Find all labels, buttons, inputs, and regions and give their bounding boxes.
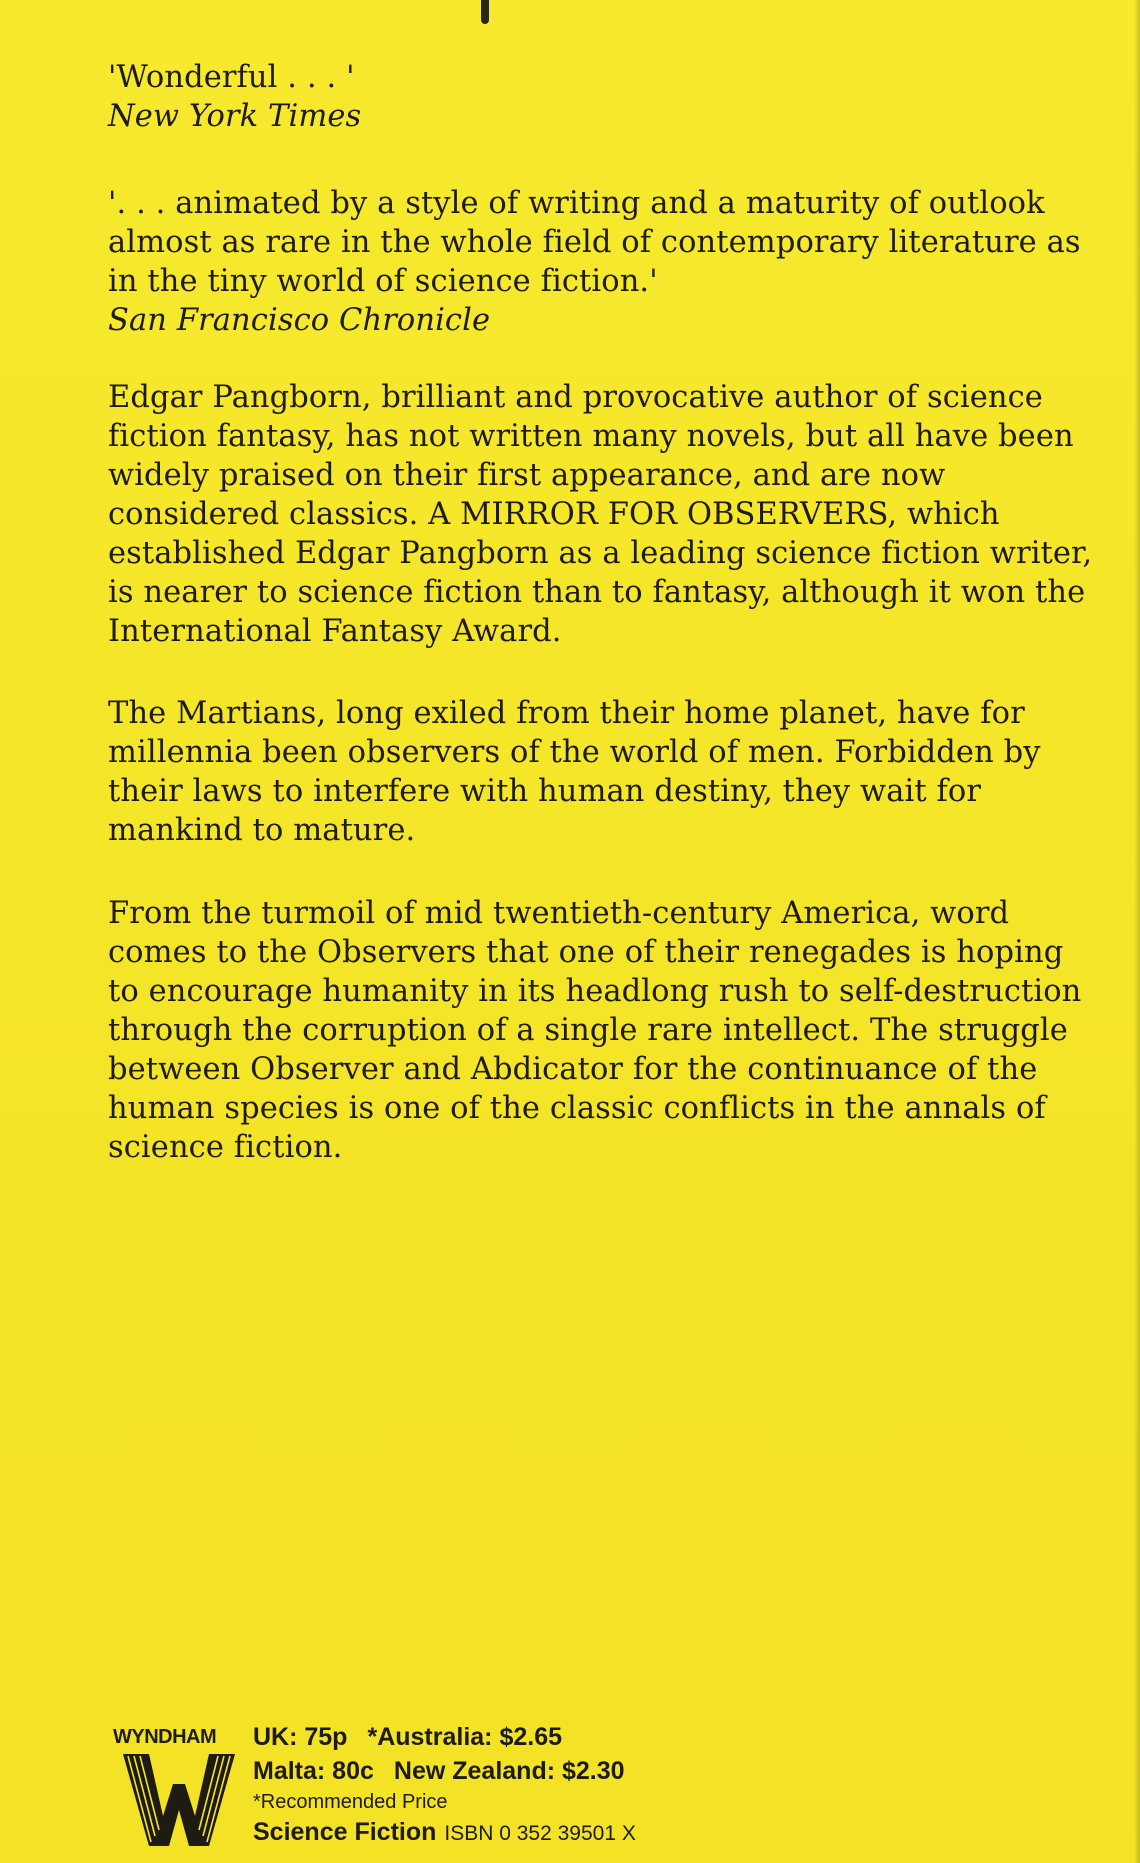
price-line-1 — [253, 1720, 1013, 1754]
genre-isbn-line — [253, 1816, 1013, 1850]
quote-text: '. . . animated by a style of writing and a maturity of outlook almost as rare in the whole field of contemporary literature as in the tiny world of science fiction.' — [108, 186, 1081, 299]
publisher-name: WYNDHAM — [113, 1726, 217, 1748]
blurb-paragraph-2 — [108, 694, 1103, 850]
recommended-price-note: *Recommended Price — [253, 1791, 448, 1813]
price-line-2 — [253, 1754, 1013, 1788]
isbn-number: ISBN 0 352 39501 X — [444, 1822, 636, 1845]
quote-source: New York Times — [108, 99, 362, 134]
quote-text: 'Wonderful . . . ' — [108, 60, 355, 95]
blurb-paragraph-3 — [108, 894, 1103, 1167]
wyndham-w-logo-icon — [123, 1754, 235, 1846]
cover-edge-shadow — [1134, 0, 1140, 1863]
blurb-text: From the turmoil of mid twentieth-century America, word comes to the Observers that one of their renegades is hoping to encourage humanity in its headlong rush to self-destruction through the corruption of a single rare intellect. The struggle between Observer and Abdicator for the continuance of the human species is one of the classic conflicts in the annals of science fiction. — [108, 896, 1082, 1165]
price-new-zealand: New Zealand: $2.30 — [393, 1757, 625, 1785]
price-malta: Malta: 80c — [253, 1757, 374, 1785]
price-australia: *Australia: $2.65 — [367, 1723, 563, 1751]
top-edge-mark — [481, 0, 489, 24]
price-uk: UK: 75p — [253, 1723, 348, 1751]
blurb-text: Edgar Pangborn, brilliant and provocative author of science fiction fantasy, has not written many novels, but all have been widely praised on their first appearance, and are now considered classics. A MIRROR FOR OBSERVERS, which established Edgar Pangborn as a leading science fiction writer, is nearer to science fiction than to fantasy, although it won the International Fantasy Award. — [108, 380, 1093, 649]
genre-label: Science Fiction — [253, 1818, 437, 1846]
blurb-paragraph-1 — [108, 378, 1103, 651]
review-quote-2 — [108, 184, 1103, 340]
quote-source: San Francisco Chronicle — [108, 303, 491, 338]
review-quote-1 — [108, 58, 1103, 136]
price-block — [253, 1720, 1013, 1850]
blurb-text: The Martians, long exiled from their home planet, have for millennia been observers of the world of men. Forbidden by their laws to interfere with human destiny, they wait for mankind to mature. — [108, 696, 1041, 848]
publisher-footer — [113, 1720, 1013, 1850]
